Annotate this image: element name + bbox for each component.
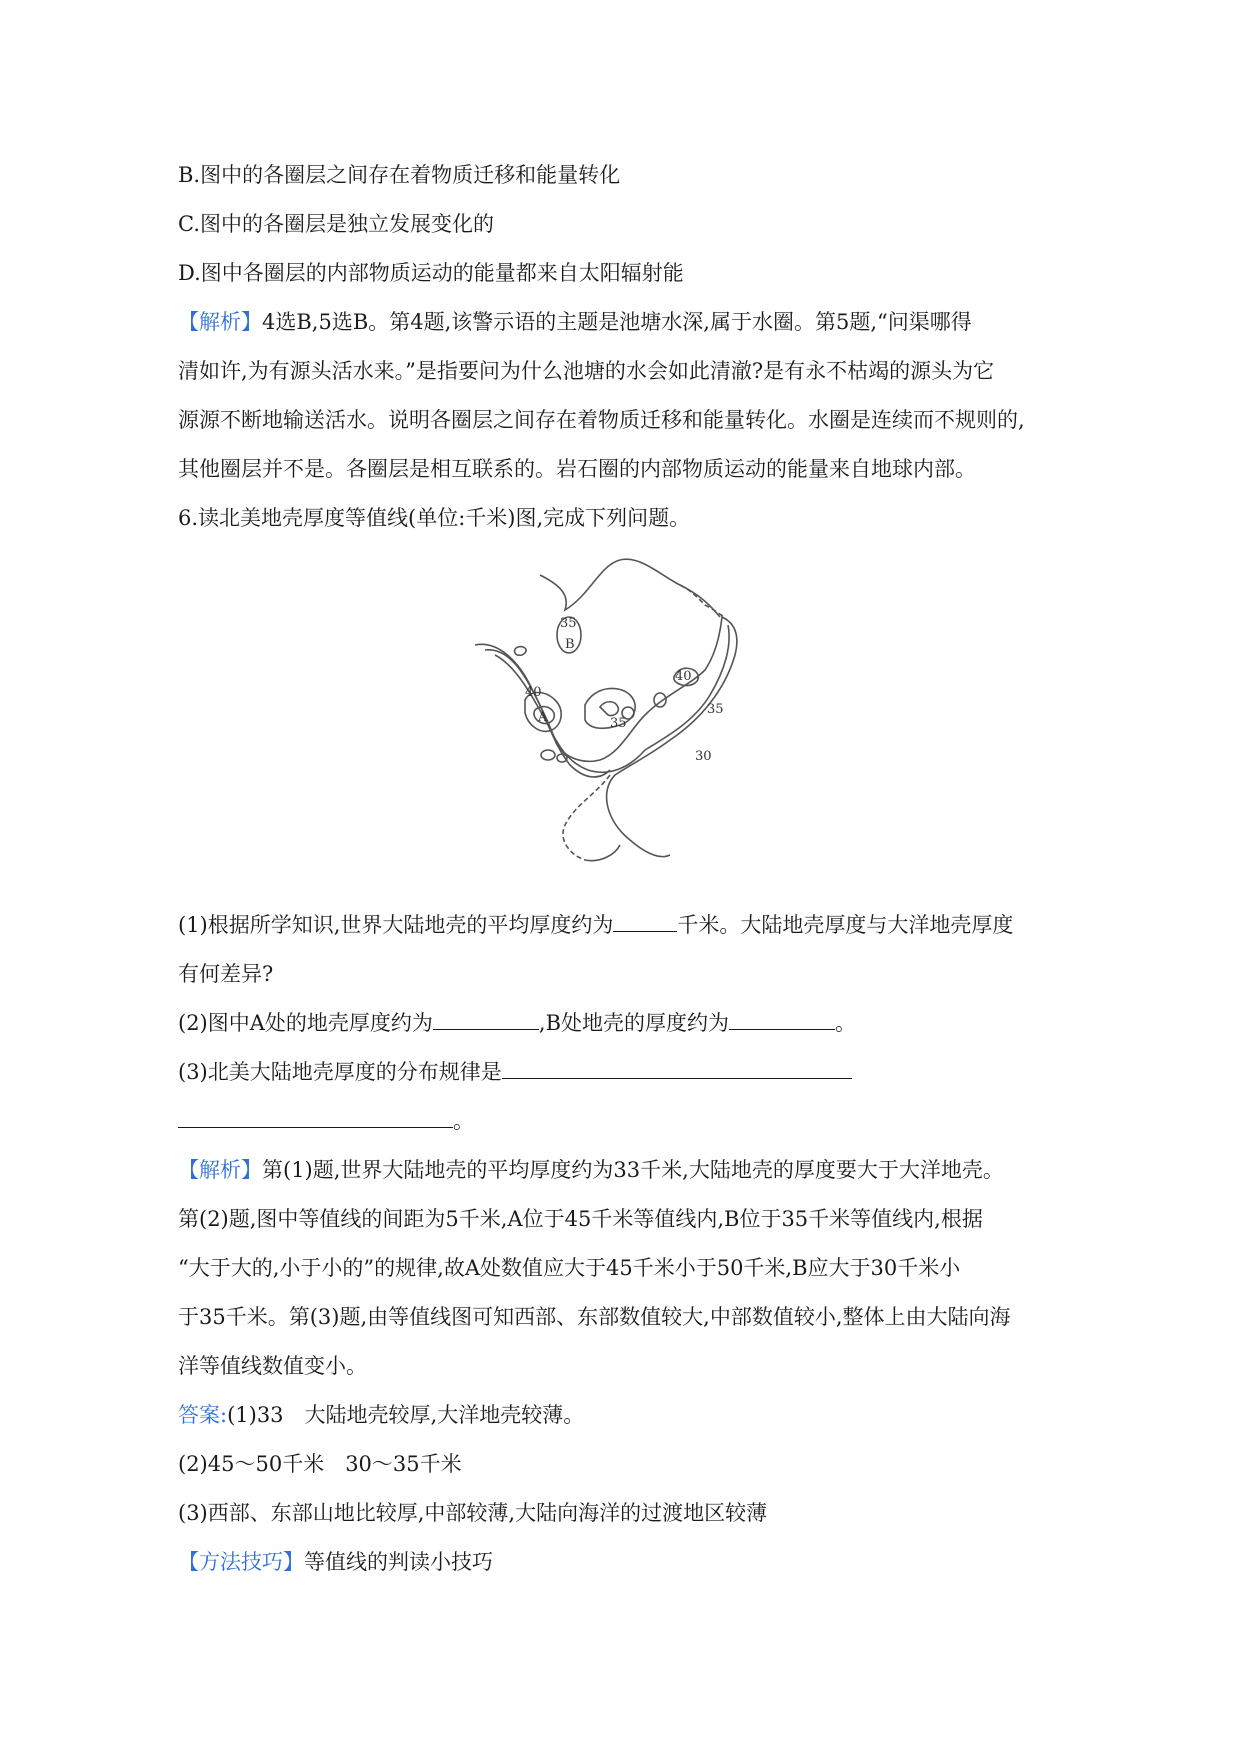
analysis2-line-4: 于35千米。第(3)题,由等值线图可知西部、东部数值较大,中部数值较小,整体上由大陆向海 <box>178 1305 1011 1329</box>
option-d: D.图中各圈层的内部物质运动的能量都来自太阳辐射能 <box>178 261 684 285</box>
option-b: B.图中的各圈层之间存在着物质迁移和能量转化 <box>178 163 621 187</box>
analysis2-line-5: 洋等值线数值变小。 <box>178 1354 367 1378</box>
answer-line-3: (3)西部、东部山地比较厚,中部较薄,大陆向海洋的过渡地区较薄 <box>178 1501 768 1525</box>
q3-blank-b[interactable] <box>178 1107 453 1128</box>
option-c: C.图中的各圈层是独立发展变化的 <box>178 212 494 236</box>
analysis-line-4: 其他圈层并不是。各圈层是相互联系的。岩石圈的内部物质运动的能量来自地球内部。 <box>178 457 976 481</box>
q2-line: (2)图中A处的地壳厚度约为 ,B处地壳的厚度约为 。 <box>178 1011 857 1035</box>
analysis-line-3: 源源不断地输送活水。说明各圈层之间存在着物质迁移和能量转化。水圈是连续而不规则的, <box>178 408 1025 432</box>
answer-line-2: (2)45～50千米 30～35千米 <box>178 1452 462 1476</box>
contour-label-35-east: 35 <box>707 702 724 717</box>
point-b-label: B <box>565 637 575 652</box>
q2-blank-b[interactable] <box>729 1009 835 1030</box>
answer-line-1: 答案:(1)33 大陆地壳较厚,大洋地壳较薄。 <box>178 1403 585 1427</box>
question-6-stem: 6.读北美地壳厚度等值线(单位:千米)图,完成下列问题。 <box>178 506 691 530</box>
contour-label-40-west: 40 <box>525 685 542 700</box>
q3-blank-a[interactable] <box>502 1058 852 1079</box>
contour-label-30: 30 <box>695 749 712 764</box>
analysis-line-2: 清如许,为有源头活水来。”是指要问为什么池塘的水会如此清澈?是有永不枯竭的源头为它 <box>178 359 995 383</box>
analysis-line-1 <box>178 307 972 337</box>
contour-label-40-east: 40 <box>675 669 692 684</box>
contour-label-35-b: 35 <box>560 616 577 631</box>
analysis2-tag: 【解析】 <box>178 1158 262 1182</box>
analysis2-line-1: 【解析】第(1)题,世界大陆地壳的平均厚度约为33千米,大陆地壳的厚度要大于大洋地壳。 <box>178 1158 1004 1182</box>
method-tip: 【方法技巧】等值线的判读小技巧 <box>178 1550 493 1574</box>
point-a-label: A <box>538 710 548 725</box>
analysis-tag: 【解析】 <box>178 310 262 334</box>
q1-line-1: (1)根据所学知识,世界大陆地壳的平均厚度约为 千米。大陆地壳厚度与大洋地壳厚度 <box>178 913 1014 937</box>
analysis2-line-3: “大于大的,小于小的”的规律,故A处数值应大于45千米小于50千米,B应大于30千米小 <box>178 1256 961 1280</box>
q1-line-2: 有何差异? <box>178 962 274 986</box>
analysis-text: 4选B,5选B。第4题,该警示语的主题是池塘水深,属于水圈。第5题,“问渠哪得 <box>262 310 972 334</box>
method-tag: 【方法技巧】 <box>178 1550 304 1574</box>
analysis2-line-2: 第(2)题,图中等值线的间距为5千米,A位于45千米等值线内,B位于35千米等值线内,根据 <box>178 1207 983 1231</box>
north-america-crust-thickness-map <box>470 555 770 875</box>
q1-blank[interactable] <box>613 911 677 932</box>
q2-blank-a[interactable] <box>433 1009 539 1030</box>
q3-line-2: 。 <box>178 1106 474 1136</box>
answer-tag: 答案: <box>178 1403 228 1427</box>
contour-label-35-center: 35 <box>610 716 627 731</box>
q3-line-1: (3)北美大陆地壳厚度的分布规律是 <box>178 1057 852 1087</box>
